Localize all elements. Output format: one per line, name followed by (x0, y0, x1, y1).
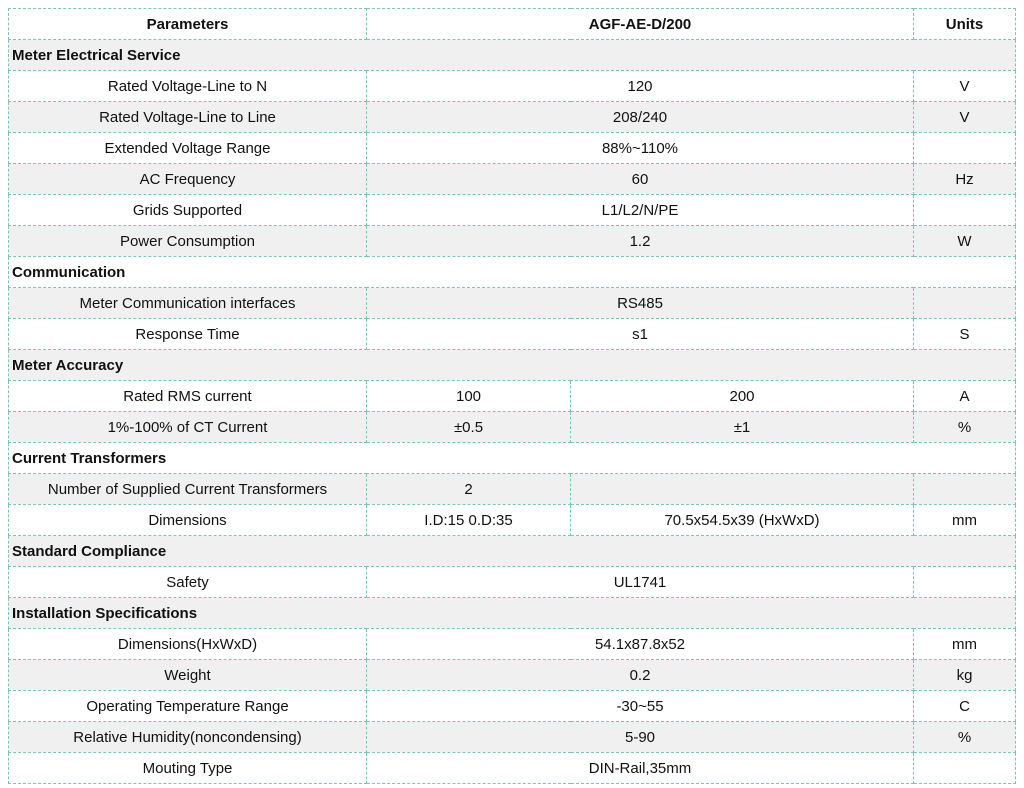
param-cell: Dimensions(HxWxD) (9, 629, 367, 660)
section-row (9, 257, 1016, 288)
value-cell: I.D:15 0.D:35 (367, 505, 571, 536)
table-row (9, 102, 1016, 133)
table-row (9, 412, 1016, 443)
section-title: Current Transformers (9, 443, 1016, 474)
param-cell: Response Time (9, 319, 367, 350)
table-row (9, 722, 1016, 753)
value-cell: s1 (367, 319, 914, 350)
value-cell: -30~55 (367, 691, 914, 722)
table-row (9, 753, 1016, 784)
value-cell: 88%~110% (367, 133, 914, 164)
param-cell: Relative Humidity(noncondensing) (9, 722, 367, 753)
value-cell: 5-90 (367, 722, 914, 753)
unit-cell: W (914, 226, 1016, 257)
value-cell: 2 (367, 474, 571, 505)
value-cell: L1/L2/N/PE (367, 195, 914, 226)
param-cell: Dimensions (9, 505, 367, 536)
param-cell: Rated Voltage-Line to Line (9, 102, 367, 133)
value-cell: RS485 (367, 288, 914, 319)
header-row (9, 9, 1016, 40)
table-row (9, 660, 1016, 691)
param-cell: Meter Communication interfaces (9, 288, 367, 319)
spec-table (8, 8, 1016, 784)
header-units: Units (914, 9, 1016, 40)
unit-cell: mm (914, 505, 1016, 536)
unit-cell (914, 288, 1016, 319)
section-row (9, 598, 1016, 629)
value-cell: 120 (367, 71, 914, 102)
table-row (9, 164, 1016, 195)
unit-cell (914, 474, 1016, 505)
unit-cell (914, 195, 1016, 226)
table-row (9, 226, 1016, 257)
unit-cell: S (914, 319, 1016, 350)
table-row (9, 691, 1016, 722)
table-row (9, 288, 1016, 319)
unit-cell: kg (914, 660, 1016, 691)
value-cell: 70.5x54.5x39 (HxWxD) (571, 505, 914, 536)
param-cell: Safety (9, 567, 367, 598)
param-cell: Weight (9, 660, 367, 691)
param-cell: Number of Supplied Current Transformers (9, 474, 367, 505)
table-row (9, 474, 1016, 505)
value-cell: 60 (367, 164, 914, 195)
header-parameters: Parameters (9, 9, 367, 40)
unit-cell (914, 567, 1016, 598)
value-cell: UL1741 (367, 567, 914, 598)
value-cell: 100 (367, 381, 571, 412)
table-row (9, 319, 1016, 350)
section-title: Installation Specifications (9, 598, 1016, 629)
param-cell: AC Frequency (9, 164, 367, 195)
table-row (9, 567, 1016, 598)
section-title: Meter Accuracy (9, 350, 1016, 381)
table-row (9, 71, 1016, 102)
section-row (9, 536, 1016, 567)
section-title: Standard Compliance (9, 536, 1016, 567)
param-cell: Rated RMS current (9, 381, 367, 412)
unit-cell (914, 133, 1016, 164)
table-row (9, 381, 1016, 412)
param-cell: Mouting Type (9, 753, 367, 784)
unit-cell: C (914, 691, 1016, 722)
table-row (9, 505, 1016, 536)
table-row (9, 629, 1016, 660)
table-row (9, 133, 1016, 164)
value-cell: 200 (571, 381, 914, 412)
value-cell (571, 474, 914, 505)
param-cell: Grids Supported (9, 195, 367, 226)
unit-cell: % (914, 722, 1016, 753)
unit-cell: A (914, 381, 1016, 412)
param-cell: Extended Voltage Range (9, 133, 367, 164)
section-title: Communication (9, 257, 1016, 288)
param-cell: Rated Voltage-Line to N (9, 71, 367, 102)
section-title: Meter Electrical Service (9, 40, 1016, 71)
section-row (9, 40, 1016, 71)
unit-cell: V (914, 102, 1016, 133)
unit-cell: % (914, 412, 1016, 443)
unit-cell: Hz (914, 164, 1016, 195)
value-cell: ±1 (571, 412, 914, 443)
section-row (9, 443, 1016, 474)
table-row (9, 195, 1016, 226)
header-model: AGF-AE-D/200 (367, 9, 914, 40)
section-row (9, 350, 1016, 381)
unit-cell (914, 753, 1016, 784)
unit-cell: mm (914, 629, 1016, 660)
value-cell: ±0.5 (367, 412, 571, 443)
value-cell: 208/240 (367, 102, 914, 133)
value-cell: 54.1x87.8x52 (367, 629, 914, 660)
unit-cell: V (914, 71, 1016, 102)
param-cell: Power Consumption (9, 226, 367, 257)
value-cell: 1.2 (367, 226, 914, 257)
param-cell: Operating Temperature Range (9, 691, 367, 722)
value-cell: DIN-Rail,35mm (367, 753, 914, 784)
param-cell: 1%-100% of CT Current (9, 412, 367, 443)
value-cell: 0.2 (367, 660, 914, 691)
